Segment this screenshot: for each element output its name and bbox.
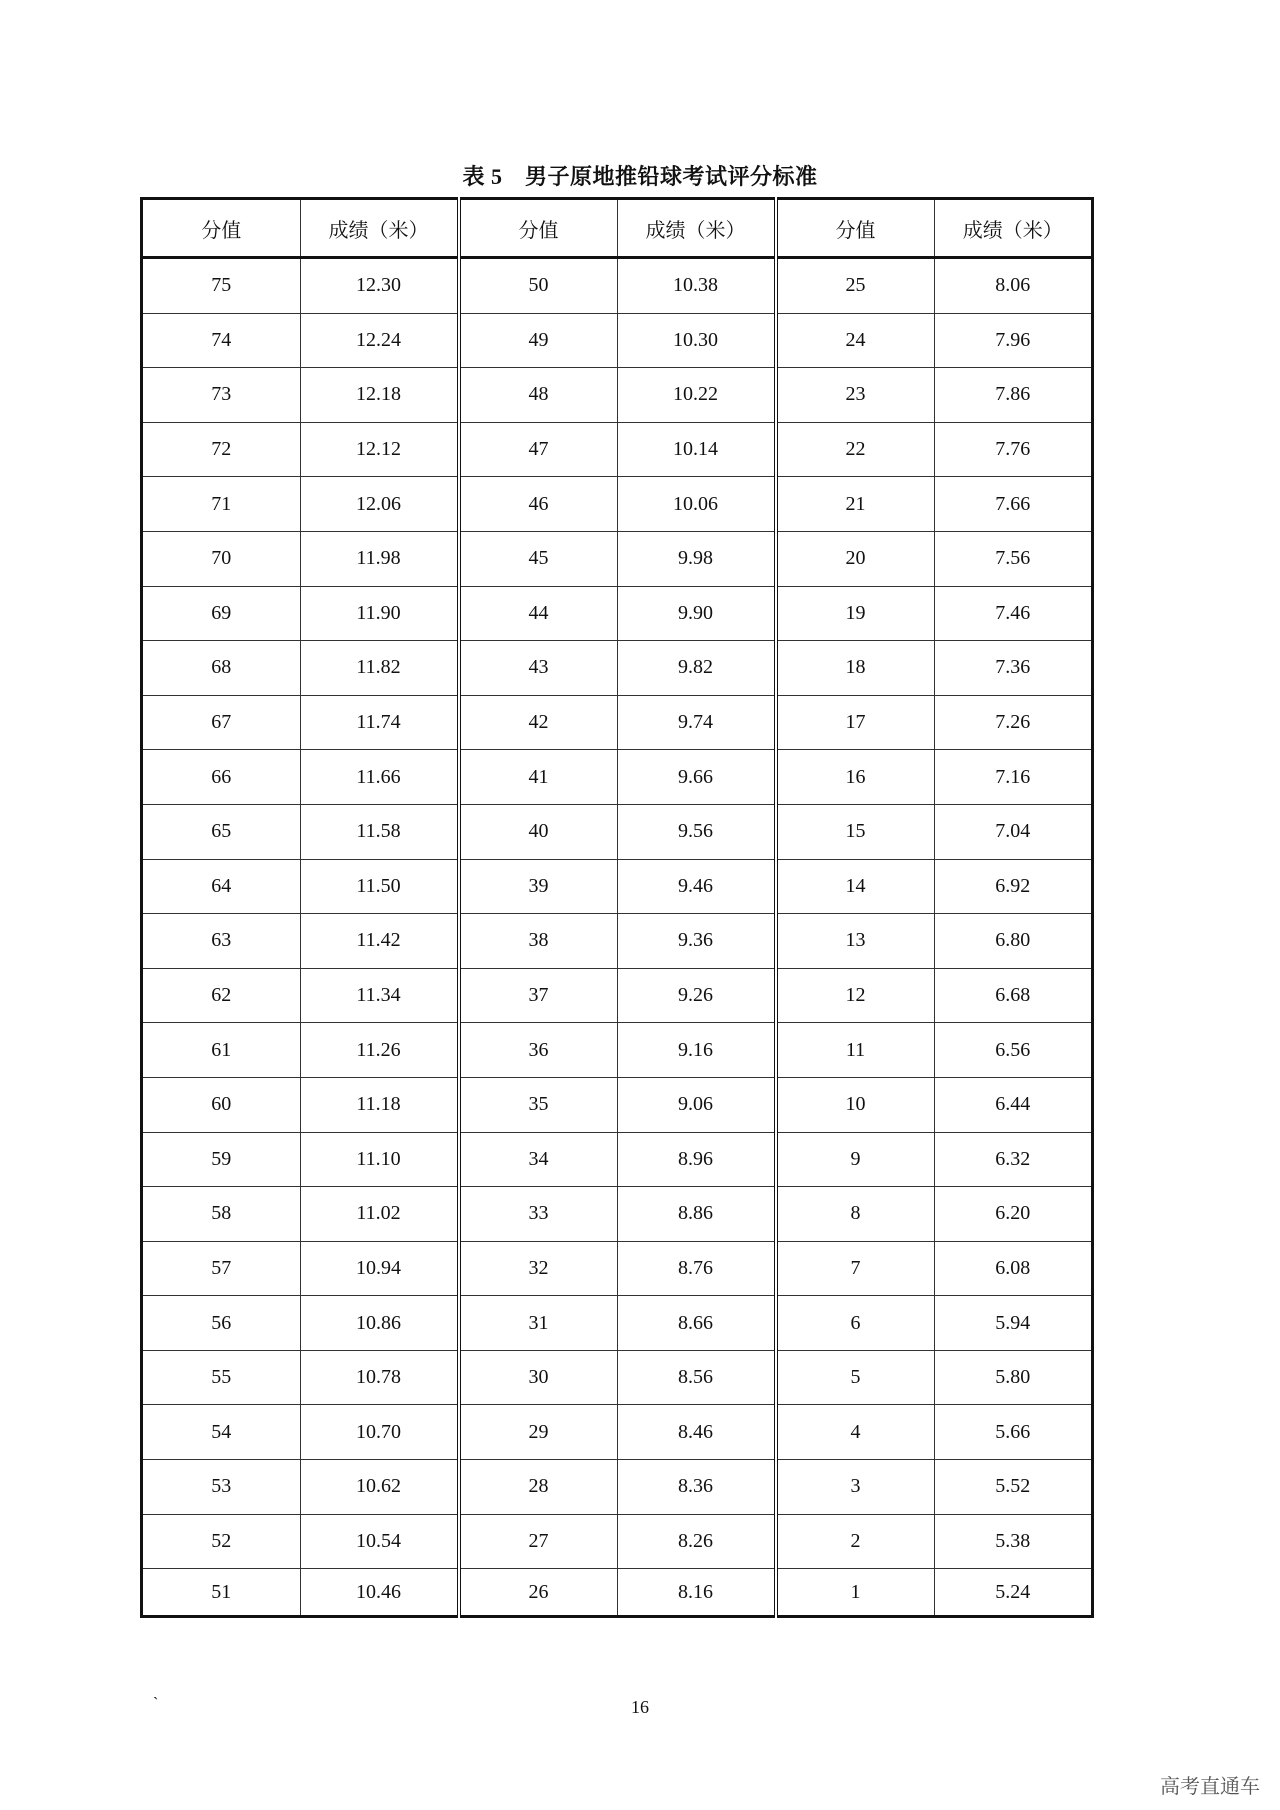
result-cell: 5.80 <box>934 1350 1093 1405</box>
score-cell: 66 <box>142 750 301 805</box>
score-cell: 40 <box>459 804 618 859</box>
result-cell: 10.14 <box>617 422 776 477</box>
result-cell: 12.12 <box>300 422 459 477</box>
result-cell: 6.56 <box>934 1023 1093 1078</box>
table-row <box>142 1460 1093 1515</box>
score-cell: 34 <box>459 1132 618 1187</box>
score-cell: 46 <box>459 477 618 532</box>
score-cell: 39 <box>459 859 618 914</box>
result-cell: 10.78 <box>300 1350 459 1405</box>
score-cell: 30 <box>459 1350 618 1405</box>
result-cell: 12.30 <box>300 258 459 314</box>
score-cell: 55 <box>142 1350 301 1405</box>
result-cell: 10.86 <box>300 1296 459 1351</box>
score-cell: 42 <box>459 695 618 750</box>
result-cell: 9.90 <box>617 586 776 641</box>
result-cell: 6.20 <box>934 1187 1093 1242</box>
result-cell: 9.98 <box>617 531 776 586</box>
scoring-standard-table <box>140 197 1094 1618</box>
result-cell: 7.76 <box>934 422 1093 477</box>
score-cell: 28 <box>459 1460 618 1515</box>
score-cell: 25 <box>776 258 935 314</box>
score-cell: 45 <box>459 531 618 586</box>
score-cell: 41 <box>459 750 618 805</box>
table-row <box>142 859 1093 914</box>
result-cell: 9.46 <box>617 859 776 914</box>
result-cell: 8.66 <box>617 1296 776 1351</box>
result-cell: 8.56 <box>617 1350 776 1405</box>
score-cell: 37 <box>459 968 618 1023</box>
score-cell: 57 <box>142 1241 301 1296</box>
result-cell: 7.16 <box>934 750 1093 805</box>
score-cell: 3 <box>776 1460 935 1515</box>
result-cell: 7.26 <box>934 695 1093 750</box>
table-row <box>142 531 1093 586</box>
table-body <box>142 258 1093 1617</box>
result-cell: 11.50 <box>300 859 459 914</box>
result-cell: 8.36 <box>617 1460 776 1515</box>
table-row <box>142 968 1093 1023</box>
score-cell: 21 <box>776 477 935 532</box>
table-row <box>142 586 1093 641</box>
result-cell: 6.80 <box>934 914 1093 969</box>
header-row <box>142 199 1093 258</box>
result-cell: 9.66 <box>617 750 776 805</box>
result-cell: 12.06 <box>300 477 459 532</box>
result-cell: 5.38 <box>934 1514 1093 1569</box>
score-cell: 19 <box>776 586 935 641</box>
result-cell: 5.24 <box>934 1569 1093 1617</box>
result-cell: 5.52 <box>934 1460 1093 1515</box>
result-cell: 10.94 <box>300 1241 459 1296</box>
result-cell: 11.26 <box>300 1023 459 1078</box>
header-score: 分值 <box>142 199 301 258</box>
score-cell: 4 <box>776 1405 935 1460</box>
result-cell: 5.66 <box>934 1405 1093 1460</box>
score-cell: 5 <box>776 1350 935 1405</box>
result-cell: 6.32 <box>934 1132 1093 1187</box>
score-cell: 73 <box>142 368 301 423</box>
score-cell: 63 <box>142 914 301 969</box>
result-cell: 7.86 <box>934 368 1093 423</box>
score-cell: 58 <box>142 1187 301 1242</box>
result-cell: 7.04 <box>934 804 1093 859</box>
result-cell: 10.22 <box>617 368 776 423</box>
score-cell: 22 <box>776 422 935 477</box>
result-cell: 12.18 <box>300 368 459 423</box>
result-cell: 6.44 <box>934 1077 1093 1132</box>
score-cell: 60 <box>142 1077 301 1132</box>
result-cell: 8.46 <box>617 1405 776 1460</box>
result-cell: 10.38 <box>617 258 776 314</box>
score-cell: 71 <box>142 477 301 532</box>
page-mark: ` <box>153 1695 159 1712</box>
score-cell: 61 <box>142 1023 301 1078</box>
header-result: 成绩（米） <box>617 199 776 258</box>
table-row <box>142 1187 1093 1242</box>
result-cell: 9.16 <box>617 1023 776 1078</box>
table-row <box>142 1350 1093 1405</box>
result-cell: 6.92 <box>934 859 1093 914</box>
header-score: 分值 <box>776 199 935 258</box>
score-cell: 70 <box>142 531 301 586</box>
score-cell: 65 <box>142 804 301 859</box>
table-row <box>142 914 1093 969</box>
table-row <box>142 1569 1093 1617</box>
table-title: 表 5 男子原地推铅球考试评分标准 <box>462 164 818 189</box>
table-row <box>142 477 1093 532</box>
score-cell: 12 <box>776 968 935 1023</box>
score-cell: 62 <box>142 968 301 1023</box>
result-cell: 8.76 <box>617 1241 776 1296</box>
result-cell: 11.90 <box>300 586 459 641</box>
score-cell: 6 <box>776 1296 935 1351</box>
table-row <box>142 313 1093 368</box>
result-cell: 9.74 <box>617 695 776 750</box>
page-number: 16 <box>631 1697 649 1717</box>
score-cell: 36 <box>459 1023 618 1078</box>
watermark-text: 高考直通车 <box>1160 1774 1260 1798</box>
table-row <box>142 1405 1093 1460</box>
result-cell: 7.46 <box>934 586 1093 641</box>
score-cell: 72 <box>142 422 301 477</box>
score-cell: 2 <box>776 1514 935 1569</box>
score-cell: 24 <box>776 313 935 368</box>
table-row <box>142 422 1093 477</box>
score-cell: 17 <box>776 695 935 750</box>
result-cell: 11.66 <box>300 750 459 805</box>
score-cell: 56 <box>142 1296 301 1351</box>
result-cell: 11.82 <box>300 641 459 696</box>
table-row <box>142 804 1093 859</box>
result-cell: 9.26 <box>617 968 776 1023</box>
score-cell: 47 <box>459 422 618 477</box>
result-cell: 11.42 <box>300 914 459 969</box>
score-cell: 75 <box>142 258 301 314</box>
table-row <box>142 258 1093 314</box>
table-row <box>142 1514 1093 1569</box>
score-cell: 67 <box>142 695 301 750</box>
score-cell: 49 <box>459 313 618 368</box>
result-cell: 10.54 <box>300 1514 459 1569</box>
table-row <box>142 1241 1093 1296</box>
result-cell: 10.30 <box>617 313 776 368</box>
score-cell: 31 <box>459 1296 618 1351</box>
result-cell: 11.18 <box>300 1077 459 1132</box>
score-cell: 8 <box>776 1187 935 1242</box>
result-cell: 11.58 <box>300 804 459 859</box>
result-cell: 6.68 <box>934 968 1093 1023</box>
header-score: 分值 <box>459 199 618 258</box>
score-cell: 11 <box>776 1023 935 1078</box>
score-cell: 38 <box>459 914 618 969</box>
result-cell: 11.34 <box>300 968 459 1023</box>
score-cell: 74 <box>142 313 301 368</box>
header-result: 成绩（米） <box>300 199 459 258</box>
result-cell: 8.16 <box>617 1569 776 1617</box>
header-result: 成绩（米） <box>934 199 1093 258</box>
table-row <box>142 750 1093 805</box>
result-cell: 9.36 <box>617 914 776 969</box>
result-cell: 8.86 <box>617 1187 776 1242</box>
score-cell: 69 <box>142 586 301 641</box>
score-cell: 13 <box>776 914 935 969</box>
score-cell: 48 <box>459 368 618 423</box>
result-cell: 12.24 <box>300 313 459 368</box>
table-header <box>142 199 1093 258</box>
result-cell: 6.08 <box>934 1241 1093 1296</box>
score-cell: 50 <box>459 258 618 314</box>
result-cell: 7.96 <box>934 313 1093 368</box>
score-cell: 15 <box>776 804 935 859</box>
score-cell: 20 <box>776 531 935 586</box>
result-cell: 10.62 <box>300 1460 459 1515</box>
score-cell: 59 <box>142 1132 301 1187</box>
result-cell: 7.66 <box>934 477 1093 532</box>
table-row <box>142 695 1093 750</box>
result-cell: 11.02 <box>300 1187 459 1242</box>
result-cell: 7.56 <box>934 531 1093 586</box>
result-cell: 7.36 <box>934 641 1093 696</box>
score-cell: 43 <box>459 641 618 696</box>
score-cell: 29 <box>459 1405 618 1460</box>
score-cell: 26 <box>459 1569 618 1617</box>
table-row <box>142 1296 1093 1351</box>
score-cell: 23 <box>776 368 935 423</box>
score-cell: 18 <box>776 641 935 696</box>
score-cell: 44 <box>459 586 618 641</box>
score-cell: 32 <box>459 1241 618 1296</box>
result-cell: 10.46 <box>300 1569 459 1617</box>
score-cell: 51 <box>142 1569 301 1617</box>
result-cell: 8.06 <box>934 258 1093 314</box>
result-cell: 8.96 <box>617 1132 776 1187</box>
result-cell: 9.56 <box>617 804 776 859</box>
result-cell: 11.10 <box>300 1132 459 1187</box>
table-row <box>142 641 1093 696</box>
table-row <box>142 1077 1093 1132</box>
score-cell: 68 <box>142 641 301 696</box>
score-cell: 7 <box>776 1241 935 1296</box>
score-cell: 35 <box>459 1077 618 1132</box>
table-row <box>142 368 1093 423</box>
score-cell: 1 <box>776 1569 935 1617</box>
score-cell: 9 <box>776 1132 935 1187</box>
score-cell: 53 <box>142 1460 301 1515</box>
score-cell: 14 <box>776 859 935 914</box>
result-cell: 11.74 <box>300 695 459 750</box>
table-row <box>142 1132 1093 1187</box>
score-cell: 52 <box>142 1514 301 1569</box>
score-cell: 64 <box>142 859 301 914</box>
result-cell: 11.98 <box>300 531 459 586</box>
score-cell: 16 <box>776 750 935 805</box>
result-cell: 10.70 <box>300 1405 459 1460</box>
table-row <box>142 1023 1093 1078</box>
result-cell: 9.82 <box>617 641 776 696</box>
score-cell: 10 <box>776 1077 935 1132</box>
score-cell: 27 <box>459 1514 618 1569</box>
score-cell: 33 <box>459 1187 618 1242</box>
result-cell: 5.94 <box>934 1296 1093 1351</box>
result-cell: 8.26 <box>617 1514 776 1569</box>
result-cell: 9.06 <box>617 1077 776 1132</box>
score-cell: 54 <box>142 1405 301 1460</box>
result-cell: 10.06 <box>617 477 776 532</box>
